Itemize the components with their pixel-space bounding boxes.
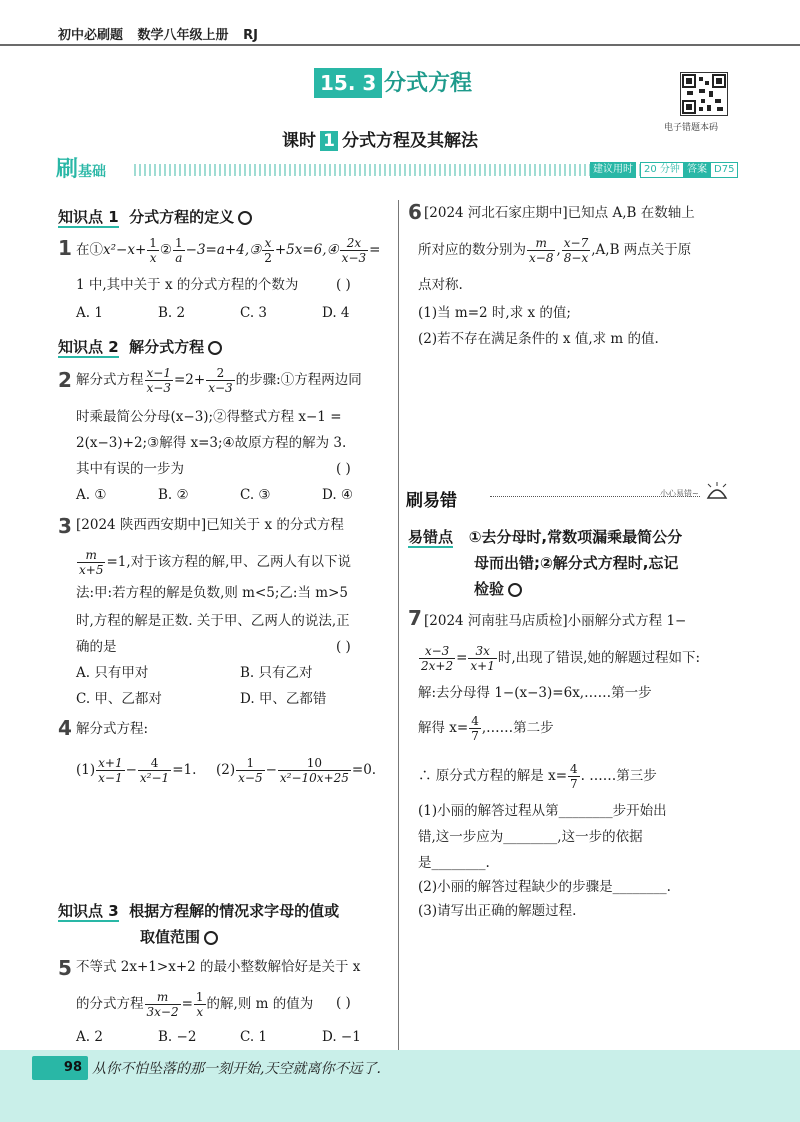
fraction: $\frac{1}{x}$ <box>195 990 204 1019</box>
q6-text-c: ,A,B 两点关于原 <box>591 242 692 258</box>
running-header <box>0 0 800 46</box>
fraction: $\frac{10}{\text{x²−10x+25}}$ <box>279 756 349 785</box>
q4-number: 4 <box>58 716 72 740</box>
kp2-label: 知识点 2 <box>58 338 119 356</box>
q2-choice-c: C. ③ <box>240 487 271 503</box>
kp1-label: 知识点 1 <box>58 208 119 226</box>
q4-part2 <box>216 756 376 785</box>
brand-label <box>56 156 106 186</box>
error-point-l1: ①去分母时,常数项漏乘最简公分 <box>468 528 683 546</box>
q3-line5: 确的是 <box>76 639 117 655</box>
q7-line8: 是________. <box>418 855 490 871</box>
q6-number: 6 <box>408 200 422 224</box>
q3-choice-d: D. 甲、乙都错 <box>240 691 327 707</box>
q5-choice-c: C. 1 <box>240 1029 268 1045</box>
q5-line2 <box>76 990 313 1019</box>
time-value: 20 分钟 <box>640 162 684 178</box>
q1-choice-b: B. 2 <box>158 305 186 321</box>
q1-line2: 1 中,其中关于 x 的分式方程的个数为 <box>76 277 299 293</box>
q6-text-b: , <box>556 242 561 258</box>
lesson-prefix: 课时 <box>282 131 316 151</box>
q4-part1 <box>76 756 196 785</box>
q6-line4: (1)当 m=2 时,求 x 的值; <box>418 305 571 321</box>
q6-line3: 点对称. <box>418 277 463 293</box>
q5-text-c: 的解,则 m 的值为 <box>206 996 314 1012</box>
q1-paren: ( ) <box>336 277 351 293</box>
answer-label: 答案 <box>684 162 710 178</box>
q3-choice-b: B. 只有乙对 <box>240 665 313 681</box>
q1-choice-d: D. 4 <box>322 305 350 321</box>
q3-paren: ( ) <box>336 639 351 655</box>
brand-char: 刷 <box>56 157 79 182</box>
q1-expr-2: −3=a+4,③ <box>185 242 262 258</box>
q2-choice-b: B. ② <box>158 487 189 503</box>
easy-note: 小心易错~ <box>660 489 699 498</box>
q4-p1-mid: − <box>125 762 137 778</box>
fraction: $\frac{x-7}{8-x}$ <box>563 236 589 265</box>
q7-number: 7 <box>408 606 422 630</box>
fraction: $\frac{4}{\text{x²−1}}$ <box>139 756 170 785</box>
q7-text-b: = <box>456 650 468 666</box>
q2-text-b: =2+ <box>173 372 206 388</box>
edition-label: RJ <box>243 28 258 43</box>
q5-text-a: 的分式方程 <box>76 996 144 1012</box>
q2-number: 2 <box>58 368 72 392</box>
fraction: $\frac{x-3}{2x+2}$ <box>421 644 454 673</box>
q2-line3: 2(x−3)+2;③解得 x=3;④故原方程的解为 3. <box>76 435 347 451</box>
q3-choice-a: A. 只有甲对 <box>76 665 149 681</box>
q6-line5: (2)若不存在满足条件的 x 值,求 m 的值. <box>418 331 659 347</box>
q5-number: 5 <box>58 956 72 980</box>
q5-choice-a: A. 2 <box>76 1029 103 1045</box>
kp3-label: 知识点 3 <box>58 902 119 920</box>
q3-choice-c: C. 甲、乙都对 <box>76 691 162 707</box>
q4-line1: 解分式方程: <box>76 721 149 737</box>
q6-line2 <box>418 236 691 265</box>
hatch-divider <box>134 164 642 176</box>
q2-line1 <box>76 366 362 395</box>
page-number: 98 <box>32 1056 88 1080</box>
q1-expr-1: x²−x+ <box>103 242 147 258</box>
q7-l4-b: ,……第二步 <box>481 720 554 736</box>
easy-title: 刷易错 <box>406 491 457 511</box>
lesson-number: 1 <box>320 131 338 151</box>
kp3-title-a: 根据方程解的情况求字母的值或 <box>129 902 340 920</box>
q7-l4-a: 解得 x= <box>418 720 469 736</box>
q7-line7: 错,这一步应为________,这一步的依据 <box>418 829 643 845</box>
fraction: $\frac{2x}{x-3}$ <box>341 236 367 265</box>
q5-paren: ( ) <box>336 995 351 1011</box>
q7-line10: (3)请写出正确的解题过程. <box>418 903 577 919</box>
q3-line3: 法:甲:若方程的解是负数,则 m<5;乙:当 m>5 <box>76 585 348 601</box>
q2-text-c: 的步骤:①方程两边同 <box>235 372 362 388</box>
q1-number: 1 <box>58 236 72 260</box>
target-icon <box>508 583 522 597</box>
kp3-title-b: 取值范围 <box>140 928 201 946</box>
kp1-title: 分式方程的定义 <box>129 208 235 226</box>
q4-p1-end: =1. <box>172 762 197 778</box>
target-icon <box>238 211 252 225</box>
q7-line9: (2)小丽的解答过程缺少的步骤是________. <box>418 879 671 895</box>
kp2-title: 解分式方程 <box>129 338 205 356</box>
section-title: 分式方程 <box>384 70 473 96</box>
knowledge-point-2 <box>58 336 222 357</box>
knowledge-point-3-cont <box>140 926 218 947</box>
qr-caption: 电子错题本码 <box>664 123 719 133</box>
q5-line1: 不等式 2x+1>x+2 的最小整数解恰好是关于 x <box>76 959 361 975</box>
q7-line6: (1)小丽的解答过程从第________步开始出 <box>418 803 667 819</box>
q1-choice-c: C. 3 <box>240 305 268 321</box>
q7-text-c: 时,出现了错误,她的解题过程如下: <box>497 650 701 666</box>
fraction: $\frac{m}{3x-2}$ <box>146 990 179 1019</box>
fraction: $\frac{3x}{x+1}$ <box>470 644 495 673</box>
fraction: $\frac{x+1}{x-1}$ <box>98 756 123 785</box>
fraction: $\frac{x-1}{x-3}$ <box>146 366 171 395</box>
q6-line1: [2024 河北石家庄期中]已知点 A,B 在数轴上 <box>424 205 695 221</box>
q7-l5-a: ∴ 原分式方程的解是 x= <box>418 768 568 784</box>
motto: 从你不怕坠落的那一刻开始,天空就离你不远了. <box>92 1061 381 1077</box>
lamp-icon <box>704 480 730 500</box>
error-point-l2: 母而出错;②解分式方程时,忘记 <box>474 554 679 572</box>
fraction: $\frac{1}{x}$ <box>149 236 157 265</box>
q3-line4: 时,方程的解是正数. 关于甲、乙两人的说法,正 <box>76 613 350 629</box>
fraction: $\frac{1}{x-5}$ <box>238 756 263 785</box>
fraction: $\frac{x}{2}$ <box>264 236 272 265</box>
fraction: $\frac{2}{x-3}$ <box>208 366 233 395</box>
practice-band <box>56 156 736 184</box>
fraction: $\frac{1}{a}$ <box>175 236 183 265</box>
q4-p2-end: =0. <box>351 762 377 778</box>
column-divider <box>398 200 399 1050</box>
q7-line2 <box>418 644 700 673</box>
fraction: $\frac{m}{x-8}$ <box>529 236 554 265</box>
q6-text-a: 所对应的数分别为 <box>418 242 526 258</box>
subject-title: 数学八年级上册 <box>137 28 229 43</box>
knowledge-point-1 <box>58 206 252 227</box>
time-label: 建议用时 <box>590 162 636 178</box>
q4-p2-mid: − <box>265 762 277 778</box>
q2-paren: ( ) <box>336 461 351 477</box>
knowledge-point-3 <box>58 900 339 921</box>
q1-text-a: 在① <box>76 242 103 258</box>
q3-line2 <box>76 548 351 577</box>
fraction: $\frac{4}{7}$ <box>471 714 479 743</box>
error-point-l3-text: 检验 <box>474 580 505 598</box>
q3-line1: [2024 陕西西安期中]已知关于 x 的分式方程 <box>76 517 344 533</box>
q2-choice-d: D. ④ <box>322 487 354 503</box>
error-point-l3 <box>408 576 738 602</box>
q7-line5 <box>418 762 657 791</box>
lesson-name: 分式方程及其解法 <box>342 131 478 151</box>
q1-expr-3: +5x=6,④ <box>274 242 339 258</box>
fraction: $\frac{4}{7}$ <box>570 762 578 791</box>
q7-l5-b: . ……第三步 <box>580 768 657 784</box>
section-number: 15. 3 <box>314 68 382 98</box>
q4-p1-label: (1) <box>76 762 96 778</box>
q2-line4: 其中有误的一步为 <box>76 461 184 477</box>
q7-line4 <box>418 714 554 743</box>
q4-p2-label: (2) <box>216 762 236 778</box>
error-point-label: 易错点 <box>408 528 454 546</box>
q2-choice-a: A. ① <box>76 487 107 503</box>
fraction: $\frac{m}{x+5}$ <box>79 548 104 577</box>
brand-sub: 基础 <box>78 164 107 180</box>
q1-opt2: ② <box>159 242 173 258</box>
error-point <box>408 524 738 602</box>
q2-text-a: 解分式方程 <box>76 372 144 388</box>
q1-line1 <box>76 236 380 265</box>
answer-page: D75 <box>710 162 738 178</box>
qr-code-icon[interactable] <box>680 72 728 116</box>
q7-line3: 解:去分母得 1−(x−3)=6x,……第一步 <box>418 685 652 701</box>
lesson-title <box>282 126 478 151</box>
q5-choice-b: B. −2 <box>158 1029 197 1045</box>
page-footer <box>0 1050 800 1122</box>
q7-line1: [2024 河南驻马店质检]小丽解分式方程 1− <box>424 613 687 629</box>
q1-eq: = <box>369 242 381 258</box>
q3-text: =1,对于该方程的解,甲、乙两人有以下说 <box>106 554 351 570</box>
q3-number: 3 <box>58 514 72 538</box>
target-icon <box>208 341 222 355</box>
target-icon <box>204 931 218 945</box>
easy-error-heading <box>406 486 457 511</box>
q5-text-b: = <box>181 996 193 1012</box>
q5-choice-d: D. −1 <box>322 1029 361 1045</box>
book-title: 初中必刷题 <box>58 28 124 43</box>
q1-choice-a: A. 1 <box>76 305 103 321</box>
q2-line2: 时乘最简公分母(x−3);②得整式方程 x−1 = <box>76 409 342 425</box>
